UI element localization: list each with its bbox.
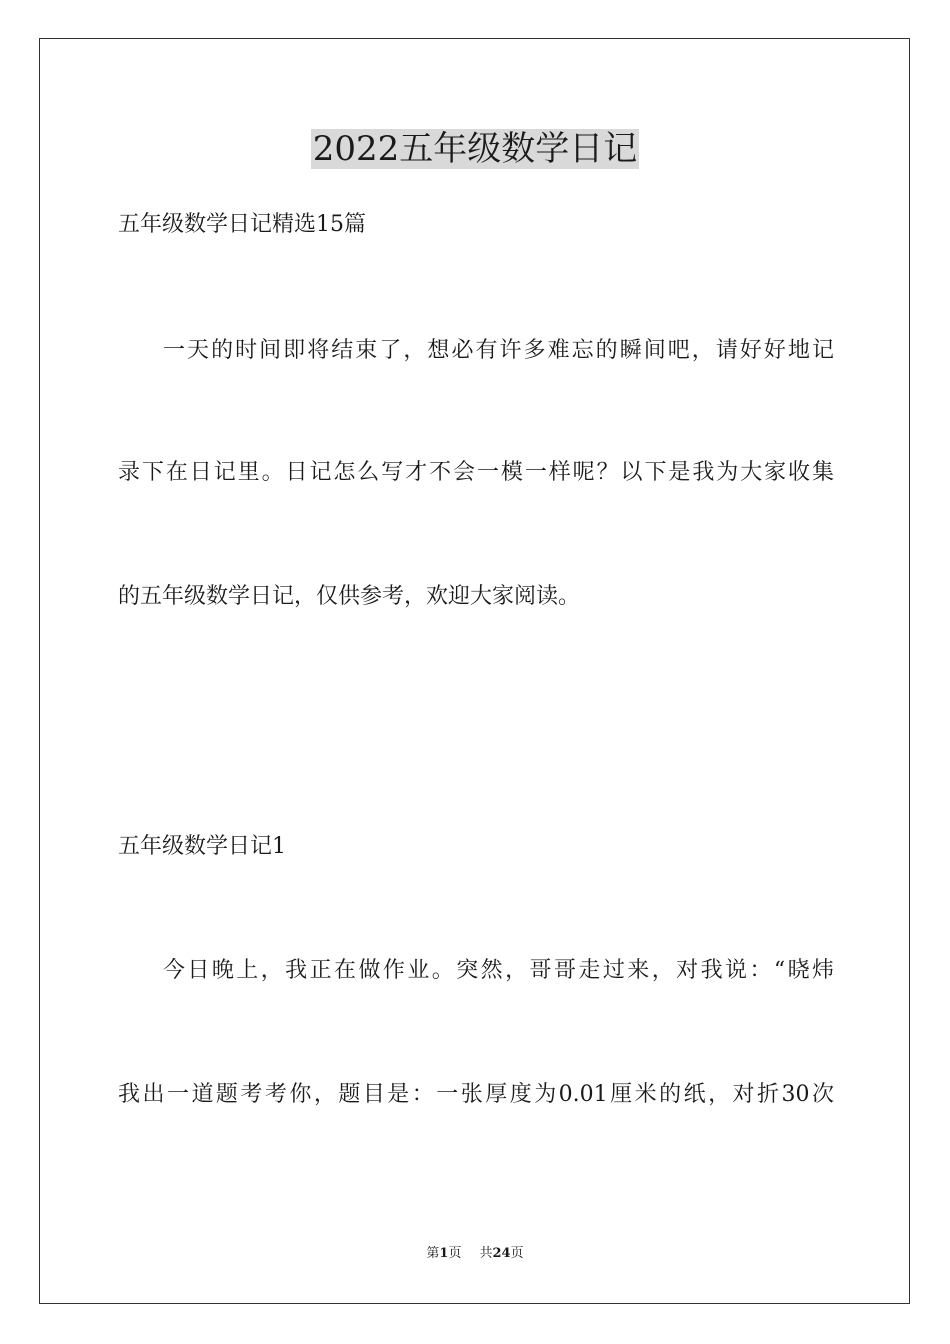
section-heading: 五年级数学日记1 — [118, 834, 286, 859]
footer-total-pages: 24 — [492, 1246, 511, 1261]
document-title — [0, 126, 950, 172]
subtitle: 五年级数学日记精选15篇 — [118, 212, 366, 237]
intro-line-3: 的五年级数学日记，仅供参考，欢迎大家阅读。 — [118, 584, 581, 609]
title-text: 2022五年级数学日记 — [312, 129, 638, 169]
page-footer — [0, 1244, 950, 1264]
footer-total-prefix: 共 — [479, 1246, 493, 1261]
intro-line-2: 录下在日记里。日记怎么写才不会一模一样呢？以下是我为大家收集 — [118, 460, 834, 485]
footer-total-suffix: 页 — [510, 1246, 524, 1261]
footer-page-suffix: 页 — [448, 1246, 462, 1261]
footer-page-prefix: 第 — [426, 1246, 440, 1261]
body-line-2: 我出一道题考考你，题目是：一张厚度为0.01厘米的纸，对折30次 — [118, 1082, 834, 1107]
intro-line-1: 一天的时间即将结束了，想必有许多难忘的瞬间吧，请好好地记 — [163, 338, 834, 363]
footer-page-number: 1 — [439, 1246, 449, 1261]
body-line-1: 今日晚上，我正在做作业。突然，哥哥走过来，对我说：“晓炜 — [163, 958, 834, 983]
